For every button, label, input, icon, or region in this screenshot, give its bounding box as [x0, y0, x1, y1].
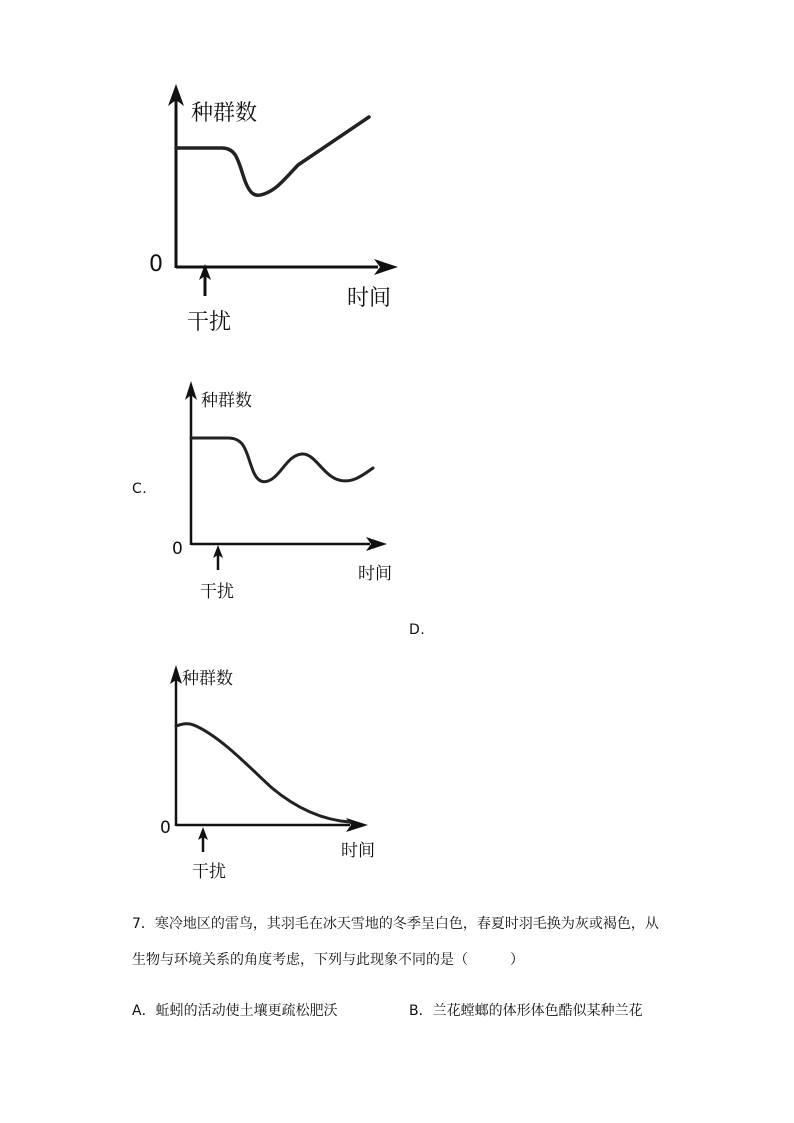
x-axis-label: 时间	[347, 286, 392, 311]
x-axis-label: 时间	[358, 564, 392, 584]
population-curve	[176, 117, 369, 195]
question-7-line-1: 7．寒冷地区的雷鸟，其羽毛在冰天雪地的冬季呈白色，春夏时羽毛换为灰或褐色，从	[132, 916, 659, 932]
y-axis-label: 种群数	[182, 669, 233, 689]
origin-zero-label: 0	[160, 818, 171, 838]
y-axis-label: 种群数	[201, 391, 252, 411]
option-b: B．兰花螳螂的体形体色酷似某种兰花	[409, 1003, 643, 1019]
graph-c	[0, 370, 794, 610]
disturb-label: 干扰	[200, 582, 234, 602]
option-a: A．蚯蚓的活动使土壤更疏松肥沃	[132, 1003, 338, 1019]
graph-1	[0, 0, 794, 340]
option-d-label: D.	[409, 622, 426, 638]
x-axis-label: 时间	[341, 841, 375, 861]
option-c-label: C.	[132, 481, 148, 497]
population-curve	[176, 724, 350, 822]
y-axis-label: 种群数	[191, 101, 258, 126]
population-curve	[191, 438, 373, 482]
question-7-line-2: 生物与环境关系的角度考虑，下列与此现象不同的是（ ）	[132, 952, 524, 968]
graph-d	[0, 650, 794, 890]
origin-zero-label: 0	[172, 539, 183, 559]
origin-zero-label: 0	[149, 252, 163, 277]
disturb-label: 干扰	[192, 862, 226, 882]
disturb-label: 干扰	[187, 310, 232, 335]
